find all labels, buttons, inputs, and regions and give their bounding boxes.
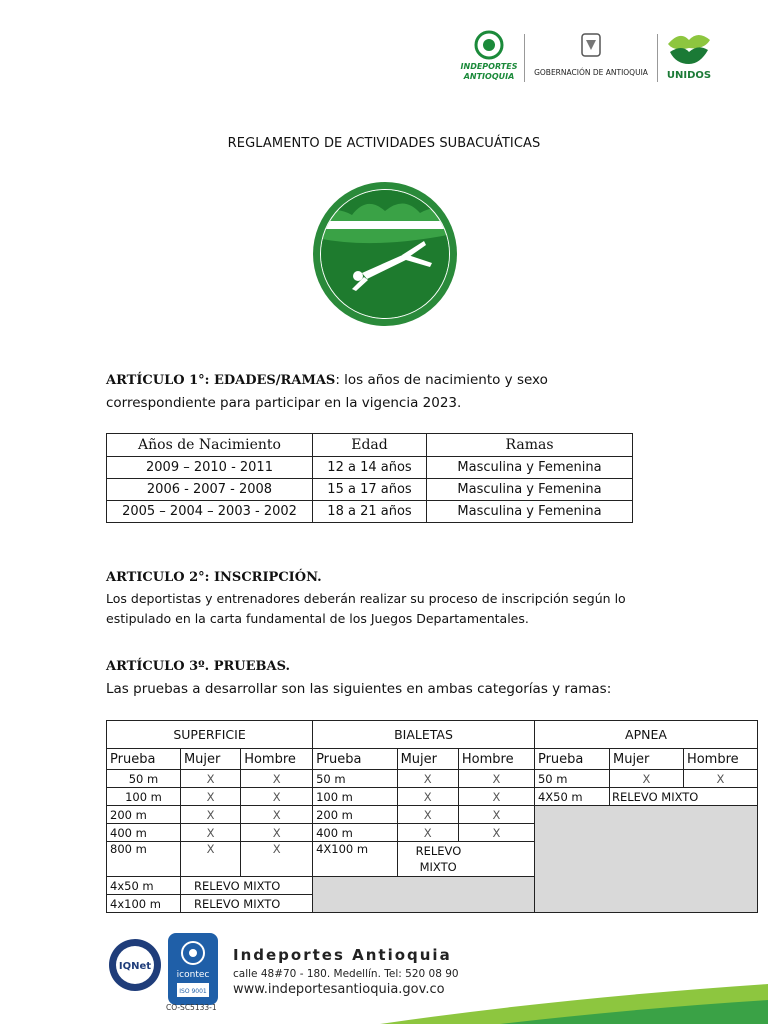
article-2-line-1: Los deportistas y entrenadores deberán realizar su proceso de inscripción según lo — [106, 591, 626, 606]
cell-age: 15 a 17 años — [313, 479, 427, 501]
mark-x: X — [180, 824, 240, 842]
cell-branch: Masculina y Femenina — [427, 479, 633, 501]
event-name: 200 m — [107, 806, 181, 824]
table-row — [107, 501, 633, 523]
empty-gray-cell — [534, 806, 757, 913]
indeportes-logo-line1: INDEPORTES — [460, 62, 518, 71]
cell-years: 2006 - 2007 - 2008 — [107, 479, 313, 501]
relevo-mixto: RELEVO MIXTO — [180, 895, 312, 913]
footer-address: calle 48#70 - 180. Medellín. Tel: 520 08 90 — [233, 968, 459, 980]
certificate-code: CO-SC5133-1 — [166, 1003, 217, 1012]
mark-x: X — [241, 770, 313, 788]
relevo-mixto: RELEVO MIXTO — [609, 788, 757, 806]
subheader-mujer: Mujer — [609, 749, 683, 770]
ages-table — [106, 433, 633, 523]
mark-x: X — [397, 770, 458, 788]
header-divider-2 — [657, 34, 658, 82]
mark-x: X — [609, 770, 683, 788]
iqnet-label: IQNet — [118, 961, 152, 972]
unidos-logo — [664, 30, 714, 82]
subheader-row — [107, 749, 758, 770]
relevo-mixto: RELEVO MIXTO — [180, 877, 312, 895]
event-name: 100 m — [107, 788, 181, 806]
page-title: REGLAMENTO DE ACTIVIDADES SUBACUÁTICAS — [227, 136, 541, 151]
cell-age: 12 a 14 años — [313, 457, 427, 479]
table-row — [107, 457, 633, 479]
article-2-line-2: estipulado en la carta fundamental de los Juegos Departamentales. — [106, 611, 529, 626]
mark-x: X — [241, 806, 313, 824]
table-row — [107, 788, 758, 806]
event-name: 50 m — [313, 770, 398, 788]
diver-emblem-icon — [312, 181, 458, 327]
relevo-line-2: MIXTO — [419, 860, 457, 874]
cell-branch: Masculina y Femenina — [427, 501, 633, 523]
mark-x: X — [180, 842, 240, 877]
group-superficie: SUPERFICIE — [107, 721, 313, 749]
empty-gray-cell — [313, 877, 535, 913]
mark-x: X — [683, 770, 757, 788]
event-name: 4x50 m — [107, 877, 181, 895]
event-name: 50 m — [534, 770, 609, 788]
group-header-row — [107, 721, 758, 749]
event-name: 400 m — [107, 824, 181, 842]
group-apnea: APNEA — [534, 721, 757, 749]
subheader-prueba: Prueba — [534, 749, 609, 770]
cell-years: 2005 – 2004 – 2003 - 2002 — [107, 501, 313, 523]
article-2-heading: ARTICULO 2°: INSCRIPCIÓN. — [106, 570, 322, 585]
unidos-logo-text: UNIDOS — [666, 70, 712, 81]
coat-of-arms-icon — [528, 30, 654, 64]
footer-website: www.indeportesantioquia.gov.co — [233, 982, 445, 997]
header-divider — [524, 34, 525, 82]
col-header-branches: Ramas — [427, 434, 633, 457]
unidos-mountain-icon — [664, 30, 714, 68]
cell-years: 2009 – 2010 - 2011 — [107, 457, 313, 479]
events-table — [106, 720, 758, 913]
indeportes-logo-line2: ANTIOQUIA — [463, 72, 515, 81]
event-name: 100 m — [313, 788, 398, 806]
subheader-hombre: Hombre — [458, 749, 534, 770]
subheader-prueba: Prueba — [107, 749, 181, 770]
group-bialetas: BIALETAS — [313, 721, 535, 749]
cell-branch: Masculina y Femenina — [427, 457, 633, 479]
relevo-mixto-bialetas — [397, 842, 534, 877]
mark-x: X — [458, 788, 534, 806]
table-header-row — [107, 434, 633, 457]
article-2 — [106, 567, 646, 629]
mark-x: X — [241, 788, 313, 806]
mark-x: X — [180, 788, 240, 806]
event-name: 200 m — [313, 806, 398, 824]
iso-label: ISO 9001 — [179, 988, 207, 995]
relevo-line-1: RELEVO — [415, 844, 462, 858]
mark-x: X — [180, 806, 240, 824]
mark-x: X — [180, 770, 240, 788]
subheader-mujer: Mujer — [397, 749, 458, 770]
mark-x: X — [397, 788, 458, 806]
mark-x: X — [458, 806, 534, 824]
article-1-text-1: : los años de nacimiento y sexo — [335, 372, 548, 388]
indeportes-logo — [456, 30, 522, 82]
footer-org-name: Indeportes Antioquia — [233, 946, 452, 964]
gobernacion-logo — [528, 30, 654, 82]
icontec-label: icontec — [176, 970, 210, 980]
article-3-heading: ARTÍCULO 3º. PRUEBAS. — [106, 659, 291, 674]
cell-age: 18 a 21 años — [313, 501, 427, 523]
gobernacion-logo-text: GOBERNACIÓN DE ANTIOQUIA — [534, 68, 648, 77]
subheader-hombre: Hombre — [241, 749, 313, 770]
subheader-prueba: Prueba — [313, 749, 398, 770]
mark-x: X — [458, 770, 534, 788]
table-row — [107, 806, 758, 824]
subheader-hombre: Hombre — [683, 749, 757, 770]
event-name: 4x100 m — [107, 895, 181, 913]
mark-x: X — [397, 824, 458, 842]
mark-x: X — [458, 824, 534, 842]
mark-x: X — [241, 824, 313, 842]
table-row — [107, 479, 633, 501]
article-1 — [106, 369, 646, 414]
mark-x: X — [241, 842, 313, 877]
table-row — [107, 770, 758, 788]
col-header-age: Edad — [313, 434, 427, 457]
event-name: 4X100 m — [313, 842, 398, 877]
mark-x: X — [397, 806, 458, 824]
article-3-line-1: Las pruebas a desarrollar son las siguientes en ambas categorías y ramas: — [106, 681, 612, 697]
article-3 — [106, 656, 646, 700]
article-1-heading: ARTÍCULO 1°: EDADES/RAMAS — [106, 373, 336, 388]
article-1-text-2: correspondiente para participar en la vigencia 2023. — [106, 395, 462, 411]
event-name: 400 m — [313, 824, 398, 842]
footer-green-swoosh — [0, 978, 768, 1024]
event-name: 50 m — [107, 770, 181, 788]
subheader-mujer: Mujer — [180, 749, 240, 770]
event-name: 800 m — [107, 842, 181, 877]
indeportes-emblem-icon — [456, 30, 522, 62]
col-header-years: Años de Nacimiento — [107, 434, 313, 457]
event-name: 4X50 m — [534, 788, 609, 806]
